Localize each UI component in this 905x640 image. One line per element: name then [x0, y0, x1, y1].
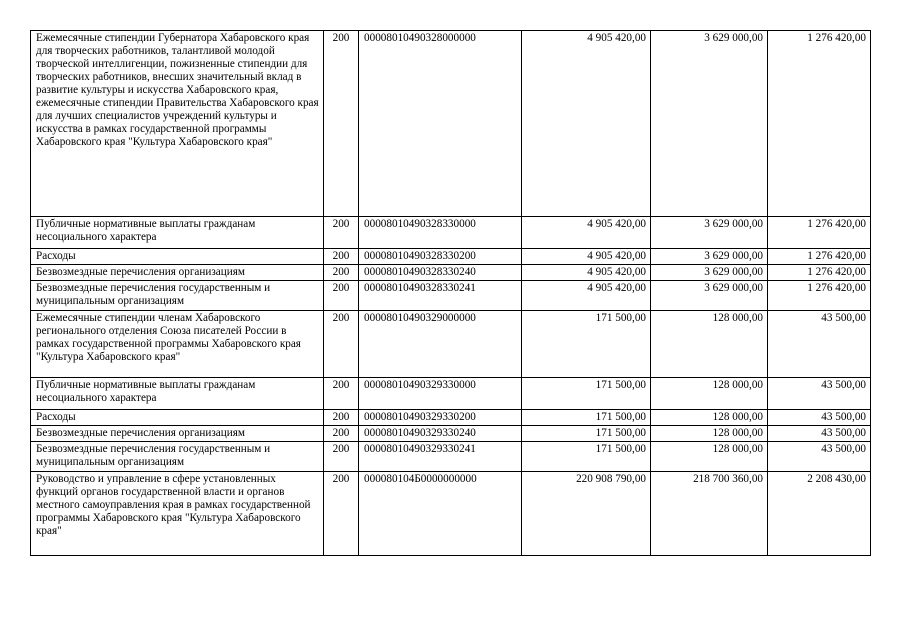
- row-remainder-amount: 43 500,00: [768, 426, 871, 442]
- row-executed-amount: 3 629 000,00: [651, 217, 768, 249]
- row-code: 200: [324, 249, 359, 265]
- row-description: Руководство и управление в сфере установленных функций органов государственной власти и органов местного самоуправления края в рамках государственной программы Хабаровского края "Культура Хабаровского края": [31, 472, 324, 556]
- row-code: 200: [324, 410, 359, 426]
- row-executed-amount: 218 700 360,00: [651, 472, 768, 556]
- row-kbk-code: 00008010490329330240: [359, 426, 522, 442]
- row-plan-amount: 171 500,00: [522, 442, 651, 472]
- row-description: Публичные нормативные выплаты гражданам несоциального характера: [31, 217, 324, 249]
- row-remainder-amount: 43 500,00: [768, 378, 871, 410]
- row-remainder-amount: 2 208 430,00: [768, 472, 871, 556]
- row-kbk-code: 00008010490328330241: [359, 281, 522, 311]
- row-code: 200: [324, 281, 359, 311]
- row-code: 200: [324, 426, 359, 442]
- row-kbk-code: 00008010490328330240: [359, 265, 522, 281]
- table-row: [31, 472, 871, 556]
- row-executed-amount: 128 000,00: [651, 426, 768, 442]
- row-executed-amount: 3 629 000,00: [651, 281, 768, 311]
- row-remainder-amount: 1 276 420,00: [768, 31, 871, 217]
- table-row: [31, 281, 871, 311]
- row-code: 200: [324, 31, 359, 217]
- row-description: Безвозмездные перечисления государственным и муниципальным организациям: [31, 442, 324, 472]
- row-executed-amount: 3 629 000,00: [651, 249, 768, 265]
- row-description: Расходы: [31, 410, 324, 426]
- row-description: Ежемесячные стипендии Губернатора Хабаровского края для творческих работников, талантливой молодой творческой интеллигенции, пожизненные стипендии для творческих работников, внесших значительный вклад в развитие культуры и искусства Хабаровского края, ежемесячные стипендии Правительства Хабаровского края для лучших специалистов учреждений культуры и искусства в рамках государственной программы Хабаровского края "Культура Хабаровского края": [31, 31, 324, 217]
- row-code: 200: [324, 265, 359, 281]
- row-kbk-code: 00008010490329330241: [359, 442, 522, 472]
- row-code: 200: [324, 442, 359, 472]
- row-kbk-code: 00008010490329330200: [359, 410, 522, 426]
- row-plan-amount: 171 500,00: [522, 378, 651, 410]
- row-description: Безвозмездные перечисления организациям: [31, 265, 324, 281]
- row-description: Расходы: [31, 249, 324, 265]
- row-remainder-amount: 43 500,00: [768, 442, 871, 472]
- table-row: [31, 311, 871, 378]
- row-description: Ежемесячные стипендии членам Хабаровского регионального отделения Союза писателей России в рамках государственной программы Хабаровского края "Культура Хабаровского края": [31, 311, 324, 378]
- row-code: 200: [324, 311, 359, 378]
- row-plan-amount: 4 905 420,00: [522, 31, 651, 217]
- row-description: Безвозмездные перечисления организациям: [31, 426, 324, 442]
- row-plan-amount: 171 500,00: [522, 311, 651, 378]
- table-row: [31, 249, 871, 265]
- row-plan-amount: 4 905 420,00: [522, 249, 651, 265]
- row-description: Публичные нормативные выплаты гражданам несоциального характера: [31, 378, 324, 410]
- row-executed-amount: 3 629 000,00: [651, 31, 768, 217]
- row-remainder-amount: 1 276 420,00: [768, 265, 871, 281]
- row-kbk-code: 00008010490328330200: [359, 249, 522, 265]
- row-plan-amount: 4 905 420,00: [522, 281, 651, 311]
- table-row: [31, 217, 871, 249]
- budget-execution-table: [30, 30, 871, 556]
- table-row: [31, 31, 871, 217]
- row-plan-amount: 171 500,00: [522, 426, 651, 442]
- row-description: Безвозмездные перечисления государственным и муниципальным организациям: [31, 281, 324, 311]
- row-executed-amount: 3 629 000,00: [651, 265, 768, 281]
- row-kbk-code: 00008010490329330000: [359, 378, 522, 410]
- row-executed-amount: 128 000,00: [651, 442, 768, 472]
- row-code: 200: [324, 378, 359, 410]
- row-kbk-code: 000080104Б0000000000: [359, 472, 522, 556]
- row-plan-amount: 4 905 420,00: [522, 217, 651, 249]
- table-row: [31, 426, 871, 442]
- row-code: 200: [324, 217, 359, 249]
- row-executed-amount: 128 000,00: [651, 378, 768, 410]
- row-remainder-amount: 43 500,00: [768, 311, 871, 378]
- row-remainder-amount: 43 500,00: [768, 410, 871, 426]
- row-kbk-code: 00008010490328330000: [359, 217, 522, 249]
- row-remainder-amount: 1 276 420,00: [768, 281, 871, 311]
- row-code: 200: [324, 472, 359, 556]
- row-executed-amount: 128 000,00: [651, 311, 768, 378]
- row-remainder-amount: 1 276 420,00: [768, 217, 871, 249]
- table-row: [31, 410, 871, 426]
- row-plan-amount: 171 500,00: [522, 410, 651, 426]
- row-kbk-code: 00008010490329000000: [359, 311, 522, 378]
- row-kbk-code: 00008010490328000000: [359, 31, 522, 217]
- table-row: [31, 265, 871, 281]
- table-row: [31, 378, 871, 410]
- row-plan-amount: 4 905 420,00: [522, 265, 651, 281]
- row-remainder-amount: 1 276 420,00: [768, 249, 871, 265]
- table-row: [31, 442, 871, 472]
- row-plan-amount: 220 908 790,00: [522, 472, 651, 556]
- row-executed-amount: 128 000,00: [651, 410, 768, 426]
